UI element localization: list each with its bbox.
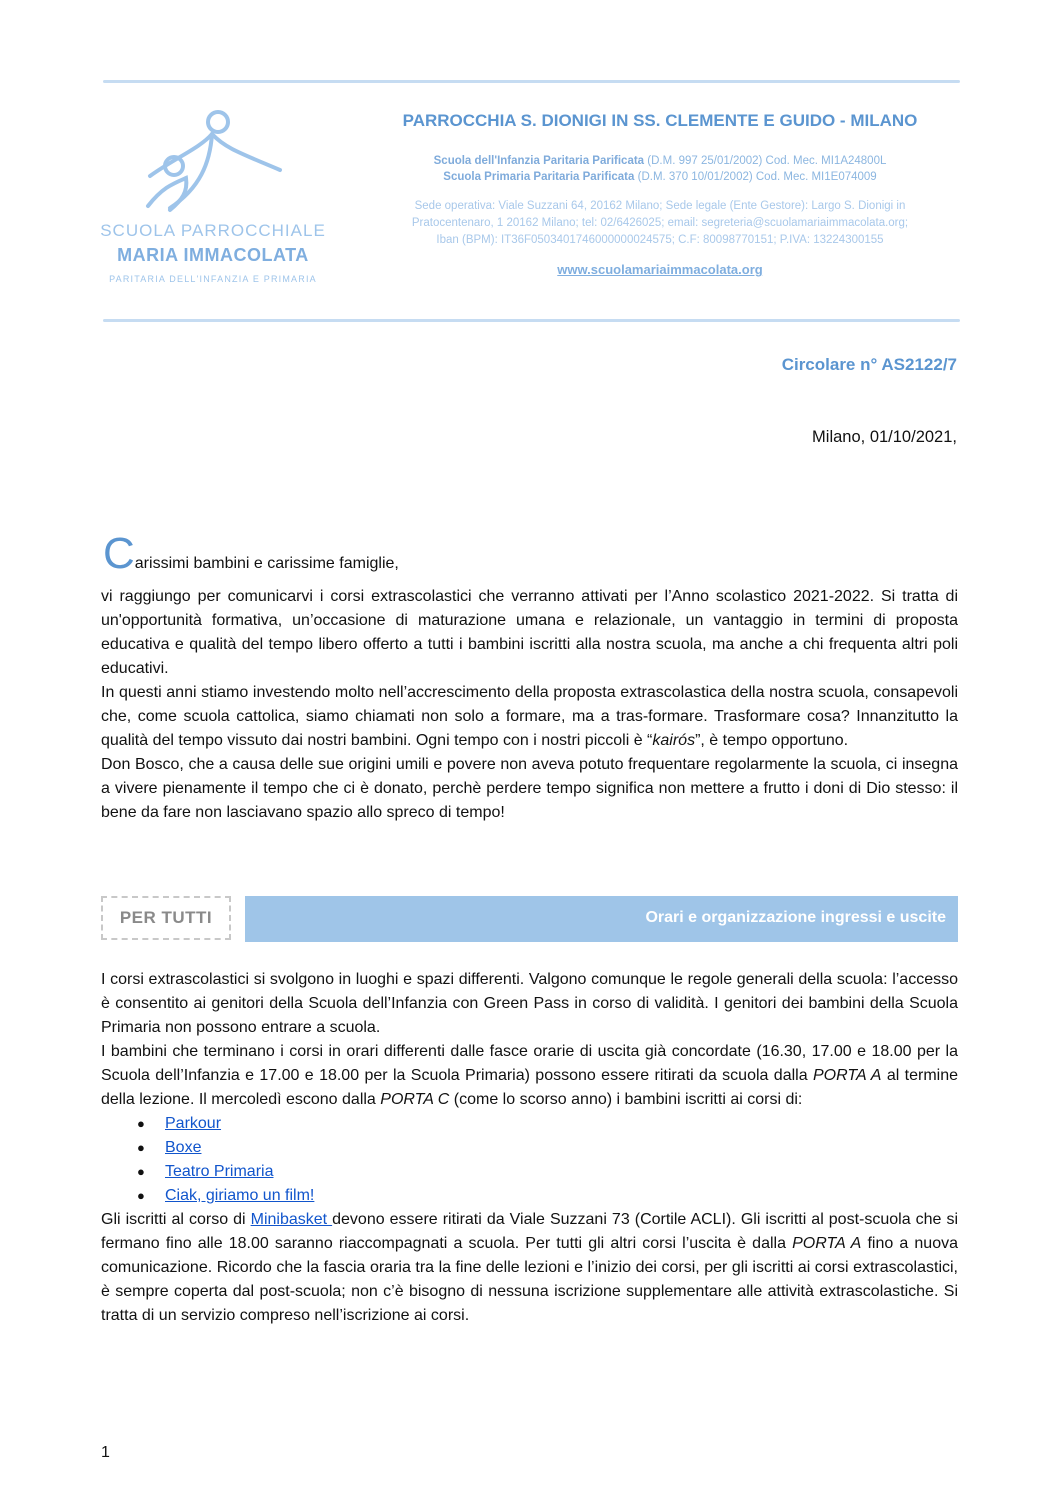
body-paragraph-3 bbox=[101, 1208, 958, 1328]
figures-logo-icon bbox=[140, 108, 290, 218]
intro-p2-part-b: ”, è tempo opportuno. bbox=[695, 732, 849, 749]
course-link-ciak[interactable]: Ciak, giriamo un film! bbox=[165, 1187, 315, 1204]
list-item bbox=[165, 1112, 958, 1136]
school-primaria-info: (D.M. 370 10/01/2002) Cod. Mec. MI1E074009 bbox=[634, 171, 877, 183]
intro-p2-part-a: In questi anni stiamo investendo molto nell’accrescimento della proposta extrascolastica della nostra scuola, consapevoli che, come scuola cattolica, siamo chiamati non solo a formare, ma a tras-formare. Trasformare cosa? Innanzitutto la qualità del tempo vissuto dai nostri bambini. Ogni tempo con i nostri piccoli è “ bbox=[101, 684, 958, 749]
address-line-3: Iban (BPM): IT36F0503401746000000024575; C.F: 80098770151; P.IVA: 13224300155 bbox=[436, 234, 884, 246]
body-p3-part-c: fino a nuova comunicazione. Ricordo che la fascia oraria tra la fine delle lezioni e l’inizio dei corsi, per gli iscritti ai corsi extrascolastici, è sempre coperta dal post-scuola; non c’è bisogno di nessuna iscrizione supplementare alle attività extrascolastiche. Si tratta di un servizio compreso nell’iscrizione ai corsi. bbox=[101, 1235, 959, 1324]
intro-text bbox=[101, 585, 958, 825]
list-item bbox=[165, 1136, 958, 1160]
page-number: 1 bbox=[101, 1444, 110, 1461]
body-p2-part-a: I bambini che terminano i corsi in orari differenti dalle fasce orarie di uscita già concordate (16.30, 17.00 e 18.00 per la Scuola dell’Infanzia e 17.00 e 18.00 per la Scuola Primaria) possono essere ritirati da scuola dalla bbox=[101, 1043, 958, 1084]
body-p2-porta-a: PORTA A bbox=[812, 1067, 882, 1084]
body-p3-part-b: devono essere ritirati da Viale Suzzani 73 (Cortile ACLI). Gli iscritti al post-scuola che si fermano fino alle 18.00 saranno riaccompagnati a scuola. Per tutti gli altri corsi l’uscita è dalla bbox=[101, 1211, 959, 1252]
intro-paragraph-2 bbox=[101, 681, 958, 753]
intro-paragraph-1: vi raggiungo per comunicarvi i corsi extrascolastici che verranno attivati per l’Anno scolastico 2021-2022. Si tratta di un'opportunità formativa, un’occasione di maturazione umana e relazionale, un vantaggio in termini di proposta educativa e qualità del tempo libero offerto a tutti i bambini iscritti alla nostra scuola, ma anche a chi frequenta altri poli educativi. bbox=[101, 588, 958, 677]
school-address bbox=[350, 198, 970, 249]
section-title: Orari e organizzazione ingressi e uscite bbox=[645, 909, 946, 926]
parish-title: PARROCCHIA S. DIONIGI IN SS. CLEMENTE E GUIDO - MILANO bbox=[402, 111, 918, 130]
logo-text-line3: PARITARIA DELL'INFANZIA E PRIMARIA bbox=[109, 274, 317, 284]
course-list bbox=[101, 1112, 958, 1208]
intro-paragraph-3: Don Bosco, che a causa delle sue origini umili e povere non aveva potuto frequentare regolarmente la scuola, ci insegna a vivere pienamente il tempo che ci è donato, perchè perdere tempo significa non mettere a frutto i doni di Dio stesso: il bene da fare non lasciavano spazio allo spreco di tempo! bbox=[101, 756, 958, 821]
greeting-text: arissimi bambini e carissime famiglie, bbox=[134, 555, 399, 572]
intro-p2-kairos: kairós bbox=[652, 732, 696, 749]
address-line-1: Sede operativa: Viale Suzzani 64, 20162 Milano; Sede legale (Ente Gestore): Largo S. Dionigi in bbox=[414, 200, 906, 212]
section-tag: PER TUTTI bbox=[101, 896, 231, 940]
school-registrations bbox=[350, 153, 970, 185]
website-link[interactable]: www.scuolamariaimmacolata.org bbox=[557, 262, 763, 277]
body-p2-part-b: al termine della lezione. Il mercoledì escono dalla bbox=[101, 1067, 958, 1108]
body-p3-porta-a: PORTA A bbox=[792, 1235, 862, 1252]
section-body bbox=[101, 968, 958, 1328]
course-link-minibasket[interactable]: Minibasket bbox=[250, 1211, 333, 1228]
course-link-teatro[interactable]: Teatro Primaria bbox=[165, 1163, 274, 1180]
letter-date: Milano, 01/10/2021, bbox=[812, 428, 957, 446]
header-top-rule bbox=[103, 80, 960, 83]
address-line-2: Pratocentenaro, 1 20162 Milano; tel: 02/6426025; email: segreteria@scuolamariaimmacolata.org; bbox=[411, 217, 909, 229]
greeting bbox=[103, 529, 399, 578]
list-item bbox=[165, 1160, 958, 1184]
body-p2-porta-c: PORTA C bbox=[380, 1091, 450, 1108]
course-link-parkour[interactable]: Parkour bbox=[165, 1115, 222, 1132]
header-bottom-rule bbox=[103, 319, 960, 322]
section-header-band bbox=[245, 896, 958, 942]
greeting-dropcap: C bbox=[103, 529, 135, 578]
list-item bbox=[165, 1184, 958, 1208]
logo-text-line2: MARIA IMMACOLATA bbox=[117, 245, 309, 265]
school-infanzia-name: Scuola dell'Infanzia Paritaria Parificata bbox=[433, 155, 645, 167]
body-paragraph-1: I corsi extrascolastici si svolgono in luoghi e spazi differenti. Valgono comunque le regole generali della scuola: l’accesso è consentito ai genitori della Scuola dell’Infanzia con Green Pass in corso di validità. I genitori dei bambini della Scuola Primaria non possono entrare a scuola. bbox=[101, 971, 958, 1036]
logo-text-line1: SCUOLA PARROCCHIALE bbox=[100, 221, 326, 240]
circolare-number: Circolare n° AS2122/7 bbox=[781, 355, 957, 374]
body-p3-part-a: Gli iscritti al corso di bbox=[101, 1211, 251, 1228]
school-primaria-name: Scuola Primaria Paritaria Parificata bbox=[443, 171, 635, 183]
body-paragraph-2 bbox=[101, 1040, 958, 1112]
school-logo bbox=[100, 108, 326, 293]
school-infanzia-info: (D.M. 997 25/01/2002) Cod. Mec. MI1A24800L bbox=[644, 155, 887, 167]
course-link-boxe[interactable]: Boxe bbox=[165, 1139, 202, 1156]
body-p2-part-c: (come lo scorso anno) i bambini iscritti ai corsi di: bbox=[449, 1091, 803, 1108]
